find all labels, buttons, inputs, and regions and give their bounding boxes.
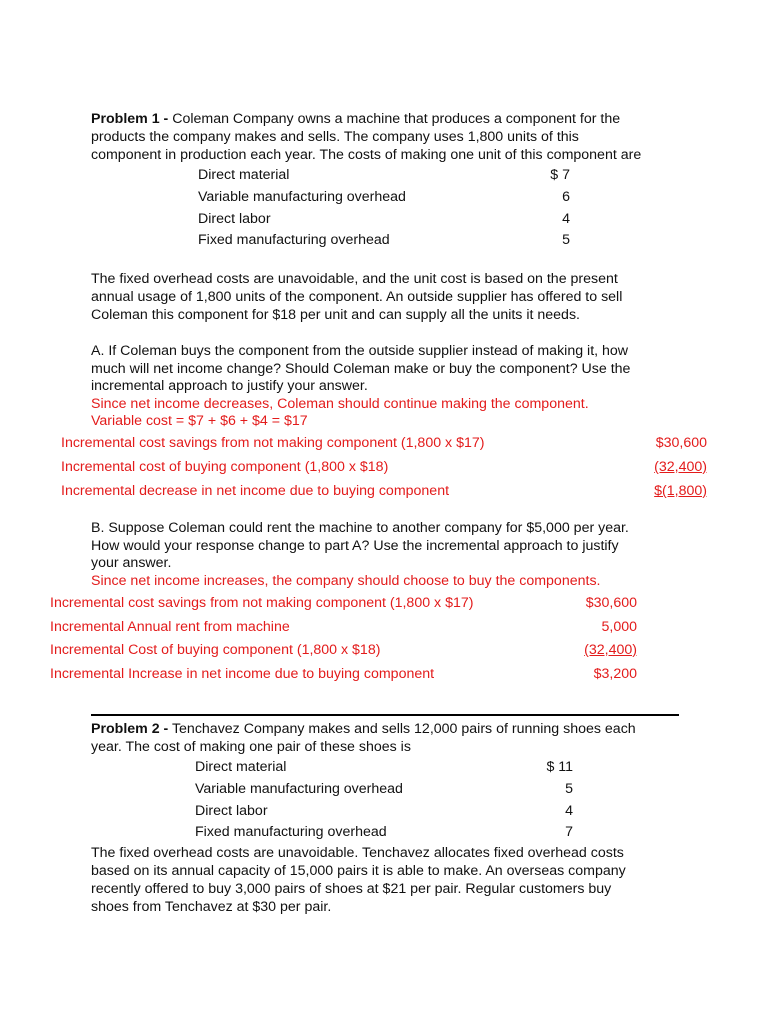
partA-row-value: (32,400) [654,459,707,475]
problem1-para-line: annual usage of 1,800 units of the component. An outside supplier has offered to sell [91,289,623,305]
problem1-heading: Problem 1 - [91,111,169,127]
partA-row-label: Incremental cost savings from not making component (1,800 x $17) [61,435,485,451]
problem1-intro-line-2: products the company makes and sells. The company uses 1,800 units of this [91,129,579,145]
partA-question-line: incremental approach to justify your answer. [91,378,368,394]
partA-answer-line: Since net income decreases, Coleman should continue making the component. [91,396,589,412]
problem1-para-line: Coleman this component for $18 per unit and can supply all the units it needs. [91,307,580,323]
problem2-para-line: shoes from Tenchavez at $30 per pair. [91,899,332,915]
p1-cost-label: Fixed manufacturing overhead [198,232,390,248]
partA-answer-line: Variable cost = $7 + $6 + $4 = $17 [91,413,308,429]
problem1-intro-line-3: component in production each year. The costs of making one unit of this component are [91,147,642,163]
partB-question-line: B. Suppose Coleman could rent the machine to another company for $5,000 per year. [91,520,629,536]
partB-row-label: Incremental Cost of buying component (1,800 x $18) [50,642,381,658]
problem1-para-line: The fixed overhead costs are unavoidable, and the unit cost is based on the present [91,271,618,287]
problem1-intro-line-1: Problem 1 - Coleman Company owns a machine that produces a component for the [91,111,621,127]
p2-cost-label: Fixed manufacturing overhead [195,824,387,840]
p2-cost-value: $ 11 [546,759,573,775]
partA-row-label: Incremental decrease in net income due to buying component [61,483,450,499]
partA-question-line: A. If Coleman buys the component from the outside supplier instead of making it, how [91,343,629,359]
partB-question-line: How would your response change to part A? Use the incremental approach to justify [91,538,619,554]
problem2-para-line: The fixed overhead costs are unavoidable. Tenchavez allocates fixed overhead costs [91,845,624,861]
problem2-para-line: based on its annual capacity of 15,000 pairs it is able to make. An overseas company [91,863,626,879]
partB-row-label: Incremental cost savings from not making component (1,800 x $17) [50,595,474,611]
p2-cost-value: 7 [565,824,573,840]
partB-question-line: your answer. [91,555,172,571]
partA-question-line: much will net income change? Should Coleman make or buy the component? Use the [91,361,631,377]
problem2-intro-line-2: year. The cost of making one pair of these shoes is [91,739,411,755]
p1-cost-value: 6 [562,189,570,205]
p2-cost-label: Variable manufacturing overhead [195,781,403,797]
partB-answer-line: Since net income increases, the company should choose to buy the components. [91,573,601,589]
partB-row-label: Incremental Increase in net income due to buying component [50,666,435,682]
partA-row-value: $30,600 [655,435,707,451]
partB-row-value: $30,600 [585,595,637,611]
problem2-heading: Problem 2 - [91,721,169,737]
p1-cost-value: $ 7 [550,167,570,183]
partB-row-value: 5,000 [601,619,637,635]
p2-cost-value: 4 [565,803,573,819]
p2-cost-label: Direct material [195,759,287,775]
partB-row-value: $3,200 [593,666,637,682]
p1-cost-value: 4 [562,211,570,227]
section-divider [91,714,679,716]
p1-cost-label: Direct material [198,167,290,183]
partB-row-label: Incremental Annual rent from machine [50,619,290,635]
partA-row-value: $(1,800) [654,483,707,499]
p1-cost-label: Variable manufacturing overhead [198,189,406,205]
p1-cost-value: 5 [562,232,570,248]
p2-cost-label: Direct labor [195,803,268,819]
p2-cost-value: 5 [565,781,573,797]
problem2-para-line: recently offered to buy 3,000 pairs of shoes at $21 per pair. Regular customers buy [91,881,612,897]
p1-cost-label: Direct labor [198,211,271,227]
partB-row-value: (32,400) [584,642,637,658]
partA-row-label: Incremental cost of buying component (1,800 x $18) [61,459,389,475]
problem2-intro-line-1: Problem 2 - Tenchavez Company makes and sells 12,000 pairs of running shoes each [91,721,636,737]
